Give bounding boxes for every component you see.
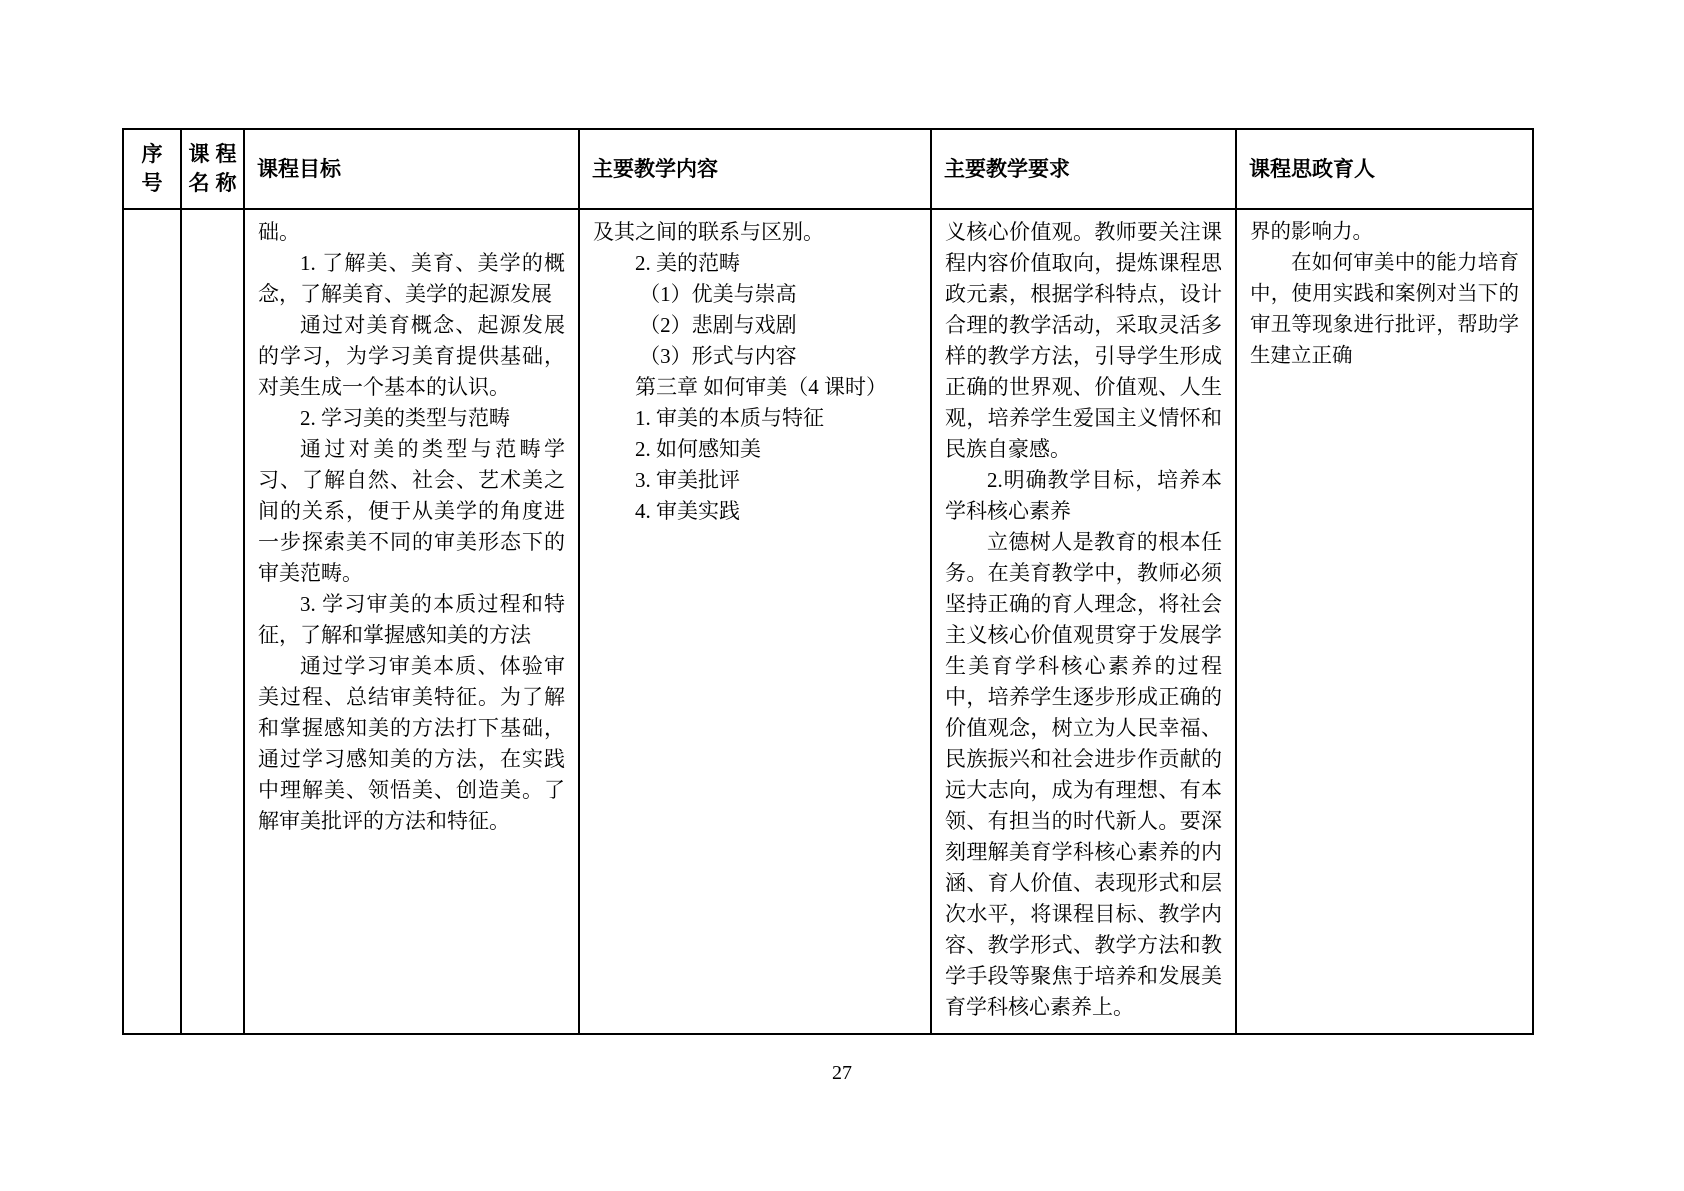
header-line: 课程 xyxy=(188,143,237,166)
paragraph: 3. 审美批评 xyxy=(635,468,740,492)
paragraph: 通过对美的类型与范畴学习、了解自然、社会、艺术美之间的关系，便于从美学的角度进一步探索美不同的审美形态下的审美范畴。 xyxy=(258,437,565,585)
table-header-row xyxy=(123,129,1533,209)
cell-serial-number xyxy=(123,209,181,1034)
paragraph: 4. 审美实践 xyxy=(635,499,740,523)
paragraph: 2.明确教学目标，培养本学科核心素养 xyxy=(945,468,1222,523)
paragraph: 3. 学习审美的本质过程和特征，了解和掌握感知美的方法 xyxy=(258,592,565,647)
header-course-objectives: 课程目标 xyxy=(244,129,579,209)
paragraph: 立德树人是教育的根本任务。在美育教学中，教师必须坚持正确的育人理念，将社会主义核心价值观贯穿于发展学生美育学科核心素养的过程中，培养学生逐步形成正确的价值观念，树立为人民幸福、民族振兴和社会进步作贡献的远大志向，成为有理想、有本领、有担当的时代新人。要深刻理解美育学科核心素养的内涵、育人价值、表现形式和层次水平，将课程目标、教学内容、教学形式、教学方法和教学手段等聚焦于培养和发展美育学科核心素养上。 xyxy=(945,530,1222,1019)
paragraph: 第三章 如何审美（4 课时） xyxy=(635,375,887,399)
header-civic-education: 课程思政育人 xyxy=(1236,129,1533,209)
paragraph: （3）形式与内容 xyxy=(639,344,797,368)
cell-course-objectives xyxy=(244,209,579,1034)
cell-course-name xyxy=(181,209,244,1034)
course-syllabus-table xyxy=(122,128,1534,1035)
cell-civic-education xyxy=(1236,209,1533,1034)
paragraph: 义核心价值观。教师要关注课程内容价值取向，提炼课程思政元素，根据学科特点，设计合理的教学活动，采取灵活多样的教学方法，引导学生形成正确的世界观、价值观、人生观，培养学生爱国主义情怀和民族自豪感。 xyxy=(945,220,1222,461)
paragraph: 在如何审美中的能力培育中，使用实践和案例对当下的审丑等现象进行批评，帮助学生建立正确 xyxy=(1250,252,1519,367)
paragraph: 界的影响力。 xyxy=(1250,221,1373,243)
paragraph: 及其之间的联系与区别。 xyxy=(593,220,824,244)
page-number: 27 xyxy=(832,1062,852,1084)
paragraph: （2）悲剧与戏剧 xyxy=(639,313,797,337)
cell-teaching-content xyxy=(579,209,931,1034)
paragraph: 通过对美育概念、起源发展的学习，为学习美育提供基础，对美生成一个基本的认识。 xyxy=(258,313,565,399)
paragraph: 1. 了解美、美育、美学的概念，了解美育、美学的起源发展 xyxy=(258,251,565,306)
header-course-name xyxy=(181,129,244,209)
header-teaching-content: 主要教学内容 xyxy=(579,129,931,209)
paragraph: 2. 美的范畴 xyxy=(635,251,740,275)
header-line: 号 xyxy=(141,172,163,195)
table-row xyxy=(123,209,1533,1034)
paragraph: 础。 xyxy=(258,220,300,244)
header-serial-number-text xyxy=(130,140,174,198)
cell-teaching-requirements xyxy=(931,209,1236,1034)
header-line: 名称 xyxy=(188,172,237,195)
paragraph: （1）优美与崇高 xyxy=(639,282,797,306)
paragraph: 2. 如何感知美 xyxy=(635,437,761,461)
paragraph: 通过学习审美本质、体验审美过程、总结审美特征。为了解和掌握感知美的方法打下基础，通过学习感知美的方法，在实践中理解美、领悟美、创造美。了解审美批评的方法和特征。 xyxy=(258,654,565,833)
paragraph: 1. 审美的本质与特征 xyxy=(635,406,824,430)
header-teaching-requirements: 主要教学要求 xyxy=(931,129,1236,209)
header-serial-number xyxy=(123,129,181,209)
paragraph: 2. 学习美的类型与范畴 xyxy=(300,406,510,430)
header-line: 序 xyxy=(141,143,163,166)
